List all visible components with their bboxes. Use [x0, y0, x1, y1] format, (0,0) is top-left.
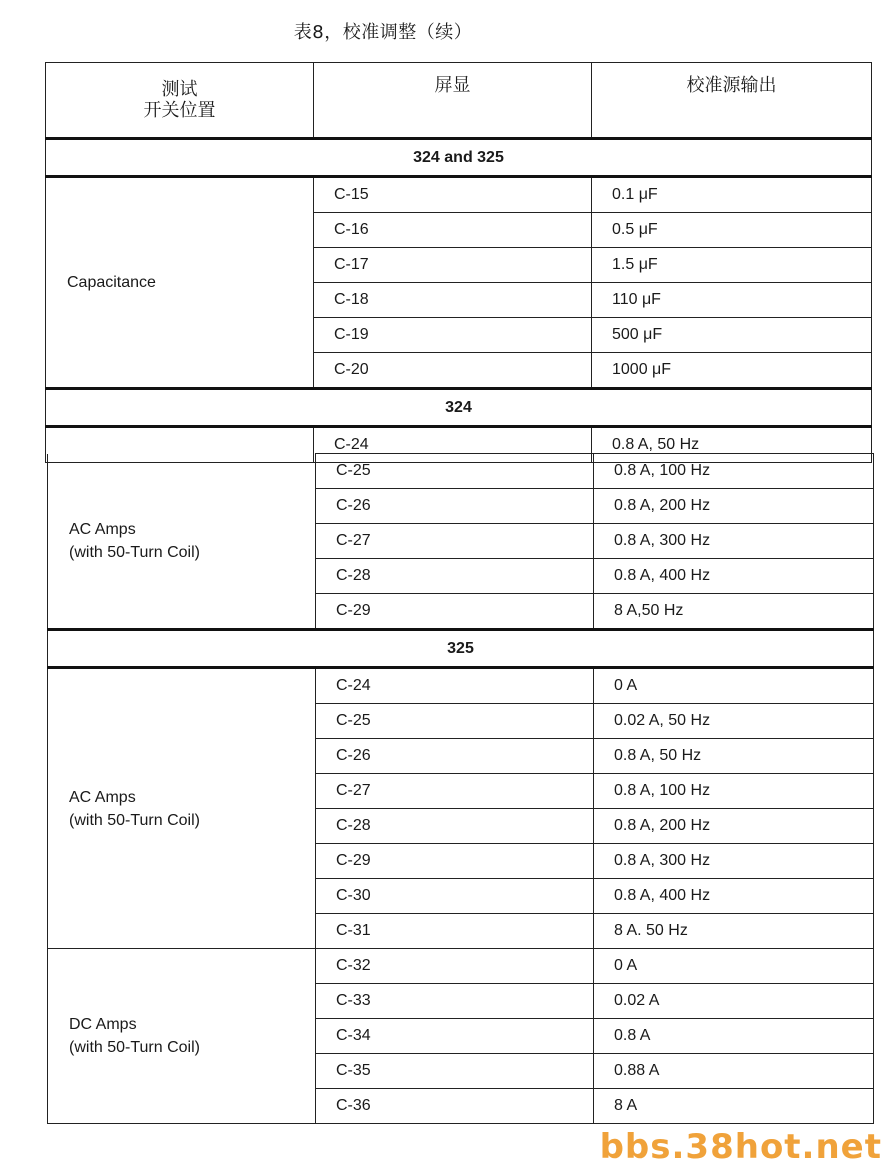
group-label-line1: AC Amps — [69, 520, 136, 538]
table-row — [48, 454, 874, 489]
display-cell: C-30 — [316, 879, 594, 914]
display-cell: C-32 — [316, 949, 594, 984]
calibration-table-top — [45, 62, 872, 463]
display-cell: C-33 — [316, 984, 594, 1019]
display-cell: C-35 — [316, 1054, 594, 1089]
group-label-line1: AC Amps — [69, 788, 136, 806]
section-row — [46, 389, 872, 427]
output-cell: 0.8 A, 200 Hz — [594, 809, 874, 844]
group-label-line2: (with 50-Turn Coil) — [69, 1039, 200, 1056]
group-label — [48, 668, 316, 949]
display-cell: C-28 — [316, 559, 594, 594]
table-row — [46, 177, 872, 213]
header-source-output: 校准源输出 — [592, 63, 872, 139]
section-row — [48, 630, 874, 668]
header-switch-line2: 开关位置 — [143, 100, 216, 121]
output-cell: 0.8 A, 50 Hz — [592, 427, 872, 463]
output-cell: 0.02 A, 50 Hz — [594, 704, 874, 739]
display-cell: C-24 — [316, 668, 594, 704]
output-cell: 0.8 A, 100 Hz — [594, 774, 874, 809]
display-cell: C-19 — [314, 318, 592, 353]
output-cell: 0.8 A, 200 Hz — [594, 489, 874, 524]
output-cell: 8 A,50 Hz — [594, 594, 874, 630]
display-cell: C-24 — [314, 427, 592, 463]
table-header-row — [46, 63, 872, 139]
display-cell: C-27 — [316, 524, 594, 559]
display-cell: C-29 — [316, 594, 594, 630]
output-cell: 1.5 μF — [592, 248, 872, 283]
display-cell: C-16 — [314, 213, 592, 248]
table-row — [48, 949, 874, 984]
display-cell: C-36 — [316, 1089, 594, 1124]
output-cell: 0.8 A, 50 Hz — [594, 739, 874, 774]
output-cell: 1000 μF — [592, 353, 872, 389]
page-title: 表8，校准调整（续） — [293, 22, 473, 43]
output-cell: 0.88 A — [594, 1054, 874, 1089]
group-label — [48, 949, 316, 1124]
display-cell: C-29 — [316, 844, 594, 879]
section-title: 324 and 325 — [46, 139, 872, 177]
display-cell: C-31 — [316, 914, 594, 949]
output-cell: 0.02 A — [594, 984, 874, 1019]
output-cell: 0.8 A — [594, 1019, 874, 1054]
output-cell: 0.8 A, 400 Hz — [594, 559, 874, 594]
table-row — [48, 668, 874, 704]
output-cell: 0 A — [594, 668, 874, 704]
watermark-logo: bbs.38hot.net — [599, 1127, 882, 1167]
section-title: 324 — [46, 389, 872, 427]
display-cell: C-26 — [316, 739, 594, 774]
display-cell: C-25 — [316, 704, 594, 739]
header-display: 屏显 — [314, 63, 592, 139]
display-cell: C-34 — [316, 1019, 594, 1054]
header-switch-position — [46, 63, 314, 139]
output-cell: 0.8 A, 300 Hz — [594, 524, 874, 559]
output-cell: 0 A — [594, 949, 874, 984]
group-label-line1: Capacitance — [67, 274, 156, 291]
output-cell: 0.8 A, 400 Hz — [594, 879, 874, 914]
output-cell: 8 A. 50 Hz — [594, 914, 874, 949]
calibration-table-bottom — [47, 453, 874, 1124]
group-label — [48, 454, 316, 630]
display-cell: C-20 — [314, 353, 592, 389]
group-label — [46, 177, 314, 389]
display-cell: C-27 — [316, 774, 594, 809]
display-cell: C-18 — [314, 283, 592, 318]
display-cell: C-28 — [316, 809, 594, 844]
display-cell: C-25 — [316, 454, 594, 489]
output-cell: 0.8 A, 100 Hz — [594, 454, 874, 489]
output-cell: 110 μF — [592, 283, 872, 318]
header-switch-line1: 测试 — [161, 79, 198, 100]
display-cell: C-15 — [314, 177, 592, 213]
display-cell: C-26 — [316, 489, 594, 524]
section-row — [46, 139, 872, 177]
group-label-line1: DC Amps — [69, 1016, 137, 1033]
output-cell: 0.1 μF — [592, 177, 872, 213]
section-title: 325 — [48, 630, 874, 668]
output-cell: 0.5 μF — [592, 213, 872, 248]
group-label-line2: (with 50-Turn Coil) — [69, 543, 200, 561]
group-label-line2: (with 50-Turn Coil) — [69, 811, 200, 829]
output-cell: 8 A — [594, 1089, 874, 1124]
output-cell: 0.8 A, 300 Hz — [594, 844, 874, 879]
output-cell: 500 μF — [592, 318, 872, 353]
display-cell: C-17 — [314, 248, 592, 283]
